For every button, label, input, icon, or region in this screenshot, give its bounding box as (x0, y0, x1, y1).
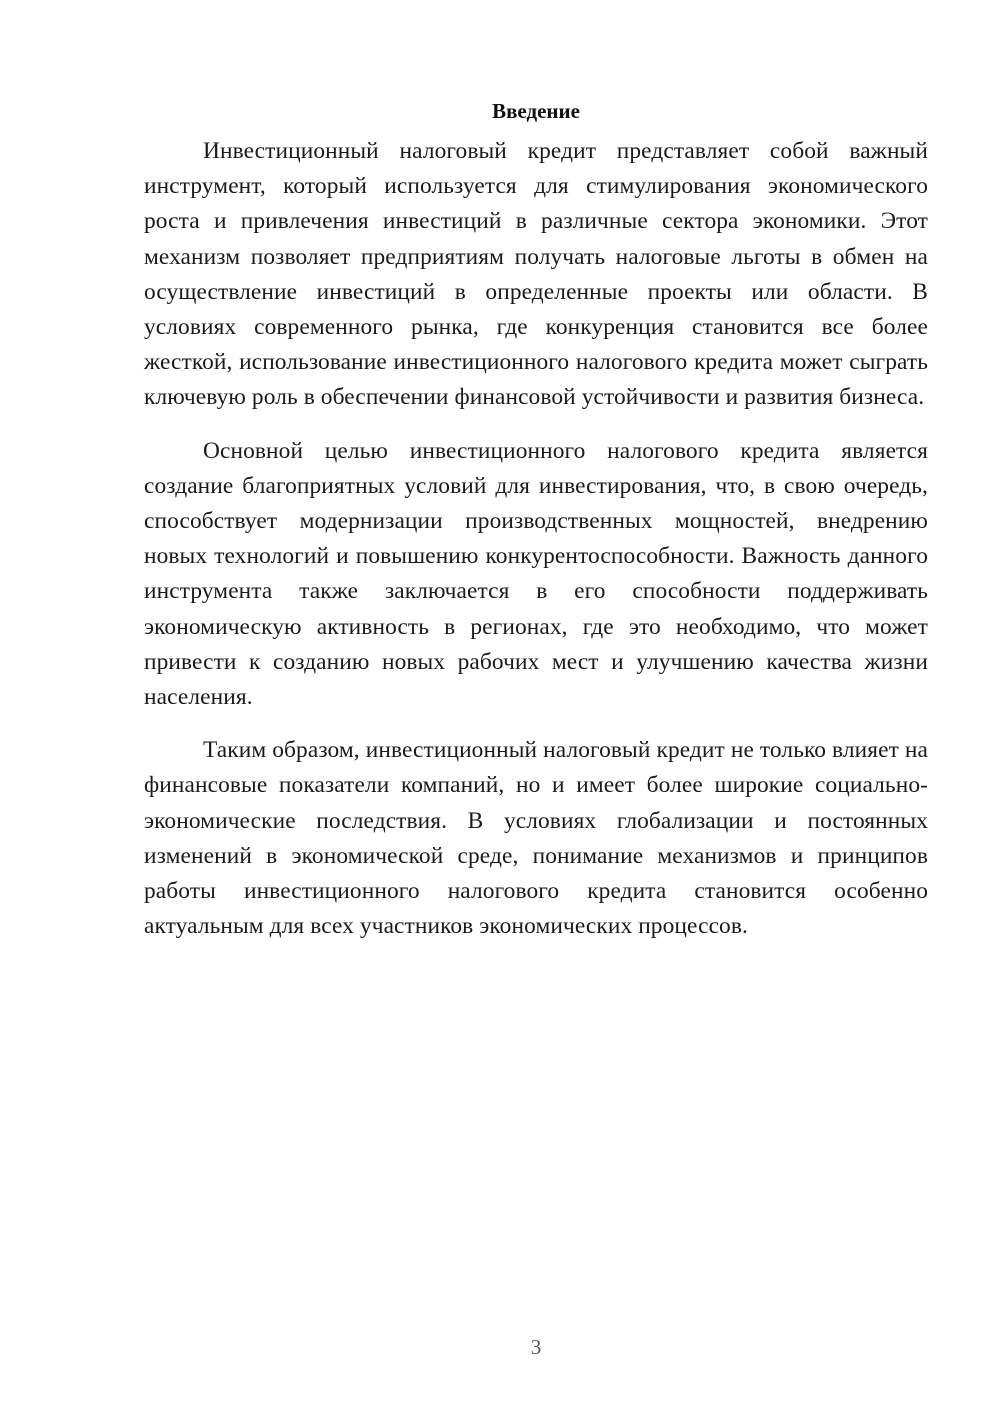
section-heading: Введение (492, 99, 580, 123)
page-content (144, 94, 928, 962)
paragraph: Основной целью инвестиционного налогового кредита является создание благоприятных условий для инвестирования, что, в свою очередь, способствует модернизации производственных мощностей, внедрению новых технологий и повышению конкурентоспособности. Важность данного инструмента также заключается в его способности поддерживать экономическую активность в регионах, где это необходимо, что может привести к созданию новых рабочих мест и улучшению качества жизни населения. (144, 437, 928, 711)
page-number: 3 (530, 1335, 542, 1359)
paragraph: Инвестиционный налоговый кредит представляет собой важный инструмент, который используется для стимулирования экономического роста и привлечения инвестиций в различные сектора экономики. Этот механизм позволяет предприятиям получать налоговые льготы в обмен на осуществление инвестиций в определенные проекты или области. В условиях современного рынка, где конкуренция становится все более жесткой, использование инвестиционного налогового кредита может сыграть ключевую роль в обеспечении финансовой устойчивости и развития бизнеса. (144, 138, 928, 411)
paragraph: Таким образом, инвестиционный налоговый кредит не только влияет на финансовые показатели компаний, но и имеет более широкие социально-экономические последствия. В условиях глобализации и постоянных изменений в экономической среде, понимание механизмов и принципов работы инвестиционного налогового кредита становится особенно актуальным для всех участников экономических процессов. (144, 737, 928, 940)
